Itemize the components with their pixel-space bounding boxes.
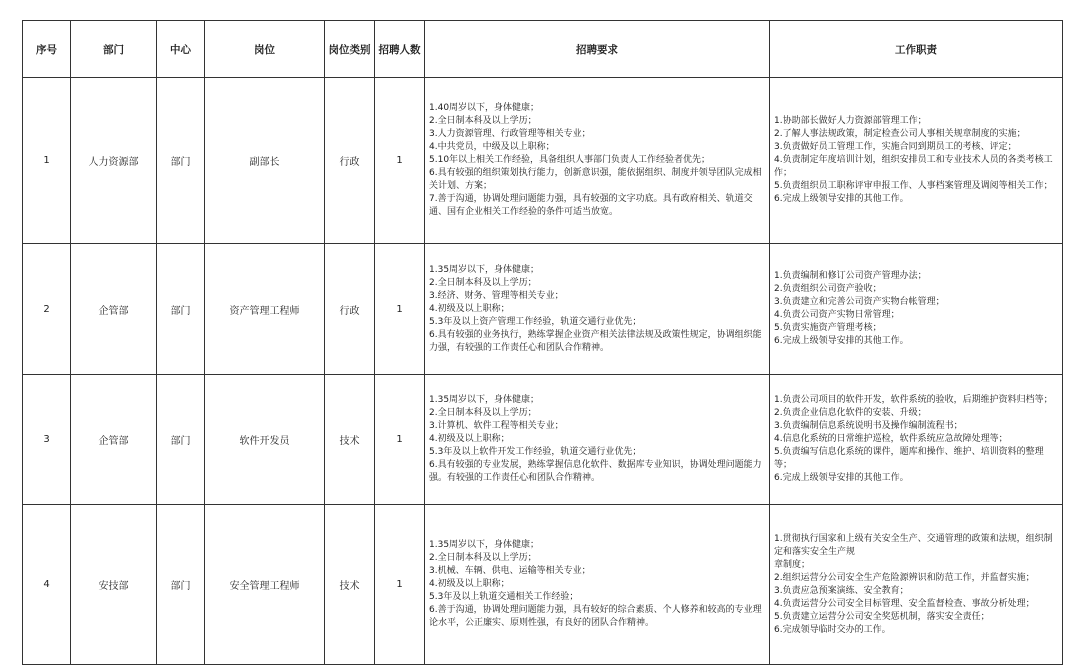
requirement-line: 5.10年以上相关工作经验，具备组织人事部门负责人工作经验者优先； [429,155,711,165]
requirement-line: 6.具有较强的组织策划执行能力，创新意识强，能依据组织、制度并领导团队完成相关计划、方案； [429,168,762,191]
cell-count: 1 [375,78,425,244]
duty-line: 5.负责实施资产管理考核； [774,323,882,333]
cell-duties [770,78,1063,244]
duty-line: 3.负责编制信息系统说明书及操作编制流程书； [774,421,963,431]
requirement-line: 2.全日制本科及以上学历； [429,408,537,418]
cell-dept: 企管部 [71,244,157,375]
requirement-line: 4.初级及以上职称； [429,434,510,444]
duty-line: 1.贯彻执行国家和上级有关安全生产、交通管理的政策和法规，组织制定和落实安全生产规 [774,533,1053,557]
table-row [23,505,1063,665]
duty-line: 6.完成领导临时交办的工作。 [774,624,891,635]
duty-line: 4.负责运营分公司安全目标管理、安全监督检查、事故分析处理； [774,598,1035,609]
duty-line: 5.负责编写信息化系统的课件，题库和操作、维护、培训资料的整理等； [774,447,1044,470]
duty-line: 5.负责建立运营分公司安全奖惩机制，落实安全责任； [774,611,990,622]
requirement-line: 5.3年及以上轨道交通相关工作经验； [429,592,579,602]
requirement-line: 7.善于沟通，协调处理问题能力强，具有较强的文字功底。具有政府相关、轨道交通、国有企业相关工作经验的条件可适当放宽。 [429,194,753,217]
cell-position: 副部长 [205,78,325,244]
requirement-line: 1.35周岁以下，身体健康； [429,540,540,550]
table-row [23,78,1063,244]
cell-center: 部门 [157,78,205,244]
cell-category: 行政 [325,244,375,375]
cell-position: 安全管理工程师 [205,505,325,665]
duty-line: 3.负责做好员工管理工作，实施合同到期员工的考核、评定； [774,142,1017,152]
requirement-line: 4.初级及以上职称； [429,303,510,314]
cell-index: 3 [23,375,71,505]
header-duties: 工作职责 [770,21,1063,78]
duty-line: 4.信息化系统的日常维护巡检，软件系统应急故障处理等； [774,434,1008,444]
cell-requirements [425,375,770,505]
cell-duties [770,375,1063,505]
duty-line: 1.协助部长做好人力资源部管理工作； [774,116,927,126]
requirement-line: 6.善于沟通，协调处理问题能力强，具有较好的综合素质、个人修养和较高的专业理论水平，公正廉实、原则性强，有良好的团队合作精神。 [429,605,762,628]
requirement-line: 1.40周岁以下，身体健康； [429,103,540,113]
requirement-line: 1.35周岁以下，身体健康； [429,395,540,405]
table-row [23,244,1063,375]
cell-requirements [425,505,770,665]
cell-index: 1 [23,78,71,244]
cell-index: 4 [23,505,71,665]
duty-line: 2.负责组织公司资产验收； [774,284,882,294]
table-row [23,375,1063,505]
cell-center: 部门 [157,244,205,375]
cell-count: 1 [375,244,425,375]
header-center: 中心 [157,21,205,78]
cell-center: 部门 [157,375,205,505]
duty-line: 4.负责公司资产实物日常管理； [774,310,900,320]
cell-count: 1 [375,375,425,505]
header-index: 序号 [23,21,71,78]
cell-category: 技术 [325,505,375,665]
requirement-line: 6.具有较强的专业发展，熟练掌握信息化软件、数据库专业知识，协调处理问题能力强。有较强的工作责任心和团队合作精神。 [429,460,762,483]
header-count: 招聘人数 [375,21,425,78]
duty-line: 1.负责编制和修订公司资产管理办法； [774,271,927,281]
duty-line: 1.负责公司项目的软件开发，软件系统的验收，后期维护资料归档等； [774,395,1053,405]
cell-category: 技术 [325,375,375,505]
duty-line: 2.组织运营分公司安全生产危险源辨识和防范工作，并监督实施； [774,572,1035,583]
requirement-line: 2.全日制本科及以上学历； [429,116,537,126]
duty-line: 2.负责企业信息化软件的安装、升级； [774,408,927,418]
cell-index: 2 [23,244,71,375]
cell-dept: 人力资源部 [71,78,157,244]
requirement-line: 3.经济、财务、管理等相关专业； [429,290,564,301]
duty-line: 3.负责建立和完善公司资产实物台帐管理； [774,297,945,307]
duty-line: 3.负责应急预案演练、安全教育； [774,585,909,596]
cell-dept: 企管部 [71,375,157,505]
cell-requirements [425,78,770,244]
header-category: 岗位类别 [325,21,375,78]
cell-count: 1 [375,505,425,665]
cell-position: 资产管理工程师 [205,244,325,375]
header-dept: 部门 [71,21,157,78]
duty-line: 4.负责制定年度培训计划，组织安排员工和专业技术人员的各类考核工作； [774,155,1053,178]
requirement-line: 2.全日制本科及以上学历； [429,553,537,563]
cell-duties [770,244,1063,375]
duty-line: 6.完成上级领导安排的其他工作。 [774,194,909,204]
requirement-line: 3.人力资源管理、行政管理等相关专业； [429,129,591,139]
recruitment-table [22,20,1063,665]
requirement-line: 2.全日制本科及以上学历； [429,277,537,288]
requirement-line: 4.中共党员，中级及以上职称； [429,142,555,152]
duty-line: 5.负责组织员工职称评审申报工作、人事档案管理及调阅等相关工作； [774,181,1053,191]
duty-line: 章制度； [774,559,811,570]
header-requirements: 招聘要求 [425,21,770,78]
header-row [23,21,1063,78]
requirement-line: 3.计算机、软件工程等相关专业； [429,421,564,431]
cell-category: 行政 [325,78,375,244]
requirement-line: 5.3年及以上资产管理工作经验，轨道交通行业优先； [429,316,642,327]
duty-line: 2.了解人事法规政策，制定检查公司人事相关规章制度的实施； [774,129,1026,139]
duty-line: 6.完成上级领导安排的其他工作。 [774,336,909,346]
cell-duties [770,505,1063,665]
requirement-line: 5.3年及以上软件开发工作经验，轨道交通行业优先； [429,447,642,457]
cell-center: 部门 [157,505,205,665]
requirement-line: 3.机械、车辆、供电、运输等相关专业； [429,566,591,576]
cell-position: 软件开发员 [205,375,325,505]
cell-dept: 安技部 [71,505,157,665]
requirement-line: 1.35周岁以下，身体健康； [429,264,540,275]
requirement-line: 6.具有较强的业务执行，熟练掌握企业资产相关法律法规及政策性规定，协调组织能力强，有较强的工作责任心和团队合作精神。 [429,329,762,353]
requirement-line: 4.初级及以上职称； [429,579,510,589]
cell-requirements [425,244,770,375]
duty-line: 6.完成上级领导安排的其他工作。 [774,473,909,483]
header-position: 岗位 [205,21,325,78]
